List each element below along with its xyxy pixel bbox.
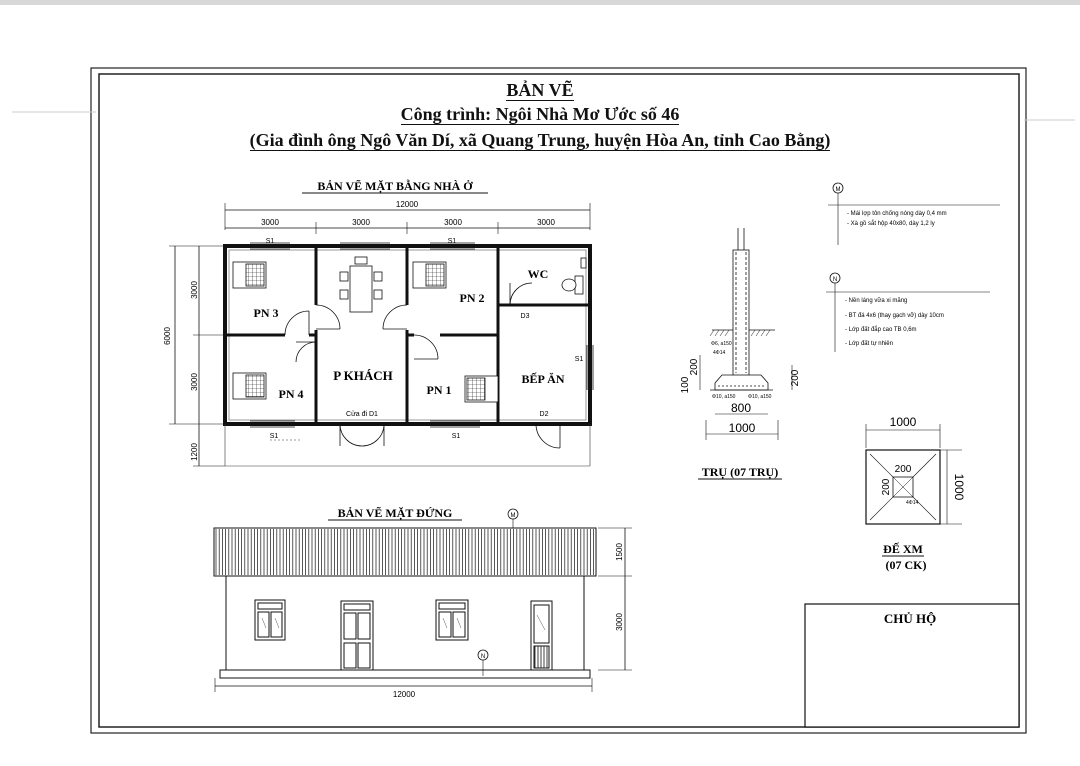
dim-depth-1: 3000 [190, 281, 199, 299]
roof [214, 528, 596, 576]
label-cua-di: Cửa đi D1 [346, 411, 378, 418]
room-wc: WC [527, 267, 549, 281]
dim-col-200a: 200 [689, 358, 700, 376]
dim-depth-3: 1200 [190, 443, 199, 461]
dim-roof-height: 1500 [615, 543, 624, 561]
footing-dim-inner-v: 200 [881, 478, 892, 496]
dim-wall-height: 3000 [615, 613, 624, 631]
room-pn3: PN 3 [253, 306, 279, 320]
floor-notes [826, 273, 990, 352]
roof-note-1: - Mái lợp tôn chống nóng dày 0,4 mm [847, 211, 947, 217]
dim-col-1000: 1000 [728, 421, 756, 435]
elevation-marker-m: M [510, 513, 516, 519]
dim-bay-3: 3000 [444, 218, 462, 227]
rebar-main: 4Φ14 [713, 350, 726, 356]
column-caption: TRỤ (07 TRỤ) [701, 465, 779, 479]
label-s1-b: S1 [447, 238, 457, 245]
dim-elevation-width: 12000 [392, 690, 416, 699]
label-d2: D2 [539, 411, 549, 418]
floor-note-1: - Nền láng vữa xi măng [845, 298, 908, 304]
footing-caption-2: (07 CK) [885, 558, 927, 572]
dim-bay-4: 3000 [537, 218, 555, 227]
dim-bay-1: 3000 [261, 218, 279, 227]
dim-bay-2: 3000 [352, 218, 370, 227]
label-s1-d: S1 [451, 433, 461, 440]
dim-depth-total: 6000 [163, 327, 172, 345]
floor-plan [163, 178, 593, 466]
title-line-1: BẢN VẼ [506, 80, 574, 100]
footing-dim-side: 1000 [952, 473, 966, 501]
floor-note-4: - Lớp đất tự nhiên [845, 341, 893, 347]
elevation-marker-n: N [480, 654, 486, 660]
owner-label: CHỦ HỘ [883, 611, 937, 626]
rebar-left: Φ10, a150 [712, 394, 736, 400]
footing-caption-1: ĐẾ XM [883, 542, 923, 556]
rebar-top: Φ6, a150 [711, 341, 732, 347]
column-section [680, 228, 801, 479]
dim-depth-2: 3000 [190, 373, 199, 391]
floor-notes-marker: N [832, 277, 838, 283]
footing-dim-inner-h: 200 [894, 464, 912, 475]
room-bep-an: BẾP ĂN [521, 372, 565, 386]
footing-dim-top: 1000 [889, 415, 917, 429]
elevation-heading: BẢN VẼ MẶT ĐỨNG [337, 506, 453, 520]
roof-notes [828, 183, 1000, 245]
floor-note-2: - BT đá 4x6 (thay gạch vỡ) dày 10cm [845, 313, 944, 319]
label-s1-e: S1 [574, 356, 584, 363]
label-s1-c: S1 [269, 433, 279, 440]
roof-notes-marker: M [835, 187, 841, 193]
room-pn2: PN 2 [459, 291, 485, 305]
dim-col-800: 800 [730, 401, 752, 415]
room-pn4: PN 4 [278, 387, 304, 401]
room-pn1: PN 1 [426, 383, 452, 397]
footing-plan [866, 415, 966, 572]
title-line-3: (Gia đình ông Ngô Văn Dí, xã Quang Trung, huyện Hòa An, tỉnh Cao Bằng) [249, 130, 831, 150]
roof-note-2: - Xà gồ sắt hộp 40x80, dày 1,2 ly [847, 221, 935, 227]
dim-total-width: 12000 [395, 200, 419, 209]
elevation [214, 506, 632, 699]
room-p-khach: P KHÁCH [333, 368, 393, 383]
label-s1-a: S1 [265, 238, 275, 245]
owner-box [805, 604, 1019, 727]
floor-note-3: - Lớp đất đắp cao TB 0,6m [845, 327, 917, 333]
rebar-right: Φ10, a150 [748, 394, 772, 400]
dim-col-200b: 200 [790, 369, 801, 387]
label-d3: D3 [520, 313, 530, 320]
floor-plan-heading: BẢN VẼ MẶT BẰNG NHÀ Ở [317, 179, 473, 193]
footing-rebar: 4Φ14 [906, 500, 919, 506]
dim-col-100: 100 [680, 376, 691, 394]
title-line-2: Công trình: Ngôi Nhà Mơ Ước số 46 [400, 104, 680, 124]
